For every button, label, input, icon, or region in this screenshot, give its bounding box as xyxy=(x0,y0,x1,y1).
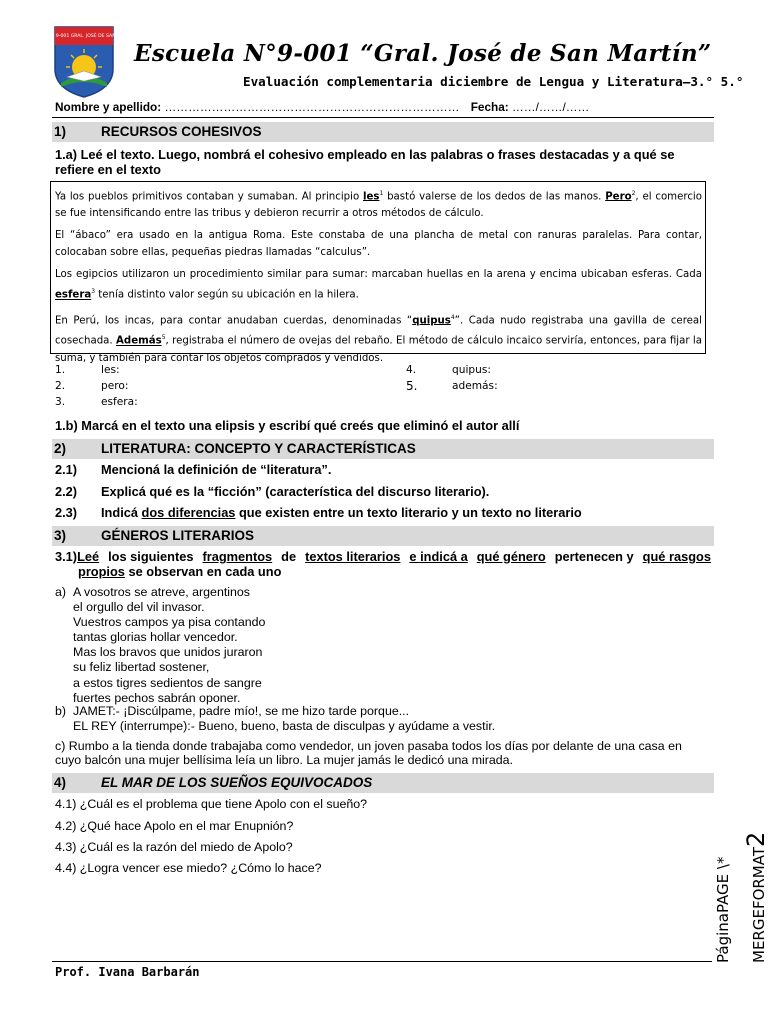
section-title: LITERATURA: CONCEPTO Y CARACTERÍSTICAS xyxy=(101,441,416,456)
fragment-label: a) xyxy=(55,585,67,599)
school-logo xyxy=(33,25,135,99)
section-2-header xyxy=(52,439,714,459)
page-number: 2 xyxy=(742,831,770,847)
question-text-cont: refiere en el texto xyxy=(55,162,161,177)
logo-text: ESCUELA 9-001 GRAL. JOSÉ DE SAN MARTÍN xyxy=(33,34,135,39)
reading-text-box xyxy=(50,181,706,364)
highlight-quipus: quipus xyxy=(412,315,451,327)
question-2-1: 2.1) Mencioná la definición de “literatura”. xyxy=(55,462,332,477)
highlight-pero: Pero xyxy=(605,191,632,203)
answer-item-3: 3. esfera: xyxy=(55,396,138,408)
section-number: 4) xyxy=(54,775,67,790)
paragraph-2: El “ábaco” era usado en la antigua Roma. Este constaba de una plancha de metal con ranuras paralelas. Para contar, colocaban sobre ellas, pequeñas piedras llamadas “calculus”. xyxy=(55,230,702,259)
highlight-esfera: esfera xyxy=(55,289,92,301)
page-field-code: PáginaPAGE \* xyxy=(714,856,732,963)
question-2-3: 2.3) Indicá dos diferencias que existen entre un texto literario y un texto no literario xyxy=(55,505,582,520)
question-4-4: 4.4) ¿Logra vencer ese miedo? ¿Cómo lo hace? xyxy=(55,861,322,875)
question-1b: 1.b) Marcá en el texto una elipsis y escribí qué creés que eliminó el autor allí xyxy=(55,418,520,433)
section-title: RECURSOS COHESIVOS xyxy=(101,124,262,139)
highlight-ademas: Además xyxy=(116,335,162,347)
paragraph-3: Los egipcios utilizaron un procedimiento similar para sumar: marcaban huellas en la arena y encima ubicaban esferas. Cada esfera$^3$ tenía distinto valor según su ubicación en la hilera. xyxy=(55,269,702,301)
section-number: 3) xyxy=(54,528,67,543)
highlight-les: les xyxy=(363,191,380,203)
name-field[interactable]: ………………………………………………………………… xyxy=(164,100,460,114)
section-3-header xyxy=(52,526,714,546)
question-text: 1.a) Leé el texto. Luego, nombrá el cohesivo empleado en las palabras o frases destacadas y a qué se xyxy=(55,147,675,162)
question-3-1: 3.1)Leé los siguientes fragmentos de textos literarios e indicá a qué género pertenecen y qué rasgos propios se observan en cada uno xyxy=(55,549,711,579)
fragment-c: c) Rumbo a la tienda donde trabajaba como vendedor, un joven pasaba todos los días por delante de una casa en cuyo balcón una mujer bellísima leía un libro. La mujer jamás le dedicó una mirada. xyxy=(55,739,682,767)
header-divider xyxy=(52,117,714,118)
date-field[interactable]: ……/……/…… xyxy=(512,100,590,114)
section-title: EL MAR DE LOS SUEÑOS EQUIVOCADOS xyxy=(101,775,373,790)
fragment-a: a) A vosotros se atreve, argentinos el orgullo del vil invasor. Vuestros campos ya pisa contando tantas glorias hollar vencedor. Mas los bravos que unidos juraron su feliz libertad sostener, a estos tigres sedientos de sangre fuertes pechos sabrán oponer. xyxy=(55,585,266,705)
question-4-2: 4.2) ¿Qué hace Apolo en el mar Enupnión? xyxy=(55,819,294,833)
fragment-b: b) JAMET:- ¡Discúlpame, padre mío!, se me hizo tarde porque... EL REY (interrumpe):- Bueno, bueno, basta de disculpas y ayúdame a vestir. xyxy=(55,704,496,733)
answer-item-2: 2. pero: xyxy=(55,380,129,392)
section-4-header xyxy=(52,773,714,793)
section-number: 2) xyxy=(54,441,67,456)
question-2-2: 2.2) Explicá qué es la “ficción” (característica del discurso literario). xyxy=(55,484,490,499)
answer-item-4: 4. quipus: xyxy=(406,364,491,376)
answer-item-5: 5. además: xyxy=(406,379,498,393)
paragraph-4: En Perú, los incas, para contar anudaban cuerdas, denominadas “quipus$^4$”. Cada nudo registraba una gavilla de cereal cosechada. Además$^5$, registraba el número de ovejas del rebaño. El método de cálculo incaico serviría, entonces, para fijar la suma, y también para contar los objetos comprados y vendidos. xyxy=(55,313,702,364)
question-1a xyxy=(55,147,674,177)
student-info-line xyxy=(55,100,715,114)
section-number: 1) xyxy=(54,124,67,139)
exam-subtitle: Evaluación complementaria diciembre de Lengua y Literatura–3.° 5.° xyxy=(243,74,744,89)
question-4-1: 4.1) ¿Cuál es el problema que tiene Apolo con el sueño? xyxy=(55,797,368,811)
name-label: Nombre y apellido: xyxy=(55,100,162,114)
footer-divider xyxy=(52,961,712,962)
section-1-header xyxy=(52,122,714,142)
question-4-3: 4.3) ¿Cuál es la razón del miedo de Apolo? xyxy=(55,840,293,854)
date-label: Fecha: xyxy=(470,100,509,114)
school-title: Escuela N°9-001 “Gral. José de San Martín” xyxy=(134,40,712,67)
paragraph-1: Ya los pueblos primitivos contaban y sumaban. Al principio les$^1$ bastó valerse de los dedos de las manos. Pero$^2$, el comercio se fue intensificando entre las tribus y debieron recurrir a otros métodos de cálculo. xyxy=(55,190,702,220)
section-title: GÉNEROS LITERARIOS xyxy=(101,528,255,543)
mergeformat-field-code: MERGEFORMAT2 xyxy=(742,831,770,963)
answer-item-1: 1. les: xyxy=(55,364,120,376)
teacher-name: Prof. Ivana Barbarán xyxy=(55,965,200,979)
